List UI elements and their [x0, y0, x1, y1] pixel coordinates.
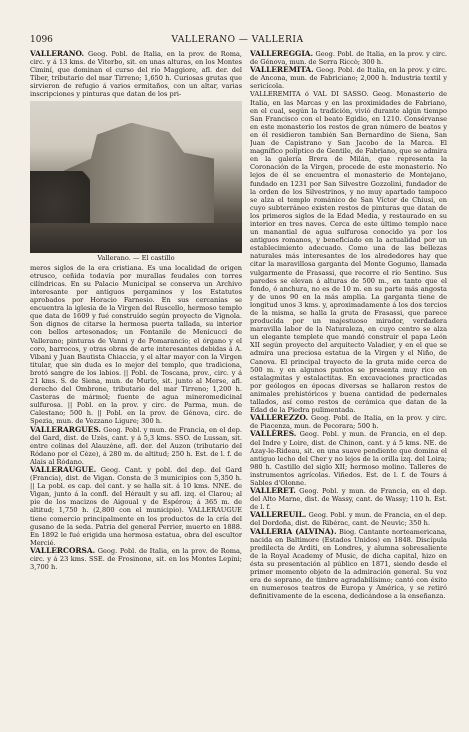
- entry-headword: VALLEREZZO.: [250, 413, 309, 423]
- ground-shape: [30, 223, 242, 253]
- entry-text: Geog. Pobl. de Italia, en la prov. de Roma, circ. y á 13 kms. de Viterbo, sit. en unas alturas, en los Montes Ciminí, que dominan el curso del río Maggiore, afl. der. del Tíber, tributario del mar Tirreno; 1,650 h. Curiosas grutas que sirvieron de refugio á varios ermitaños, con un altar, varias inscripciones y pinturas que datan de los pri-: [30, 50, 242, 99]
- entry-valleres: [250, 430, 447, 487]
- entry-text: Geog. Pobl. de Italia, en la prov. y circ. de Ancona, mun. de Fabriciano; 2,000 h. Industria textil y sericícola.: [250, 66, 447, 91]
- entry-text: Geog. Pobl. de Italia, en la prov. y circ. de Piacenza, mun. de Pecorara; 500 h.: [250, 414, 447, 431]
- entry-headword: VALLEREGGIA.: [250, 50, 314, 58]
- entry-vallerezzo: [250, 414, 447, 430]
- entry-text: meros siglos de la era cristiana. Es una localidad de origen etrusco, ceñida todavía por murallas feudales con torres cilíndricas. En su Palacio Municipal se conserva un Archivo interesante por antiguos pergaminos y los Estatutos aprobados por Horacio Farnesio. En sus cercanías se encuentra la iglesia de la Virgen del Ruscello, hermoso templo que data de 1609 y fué construído según proyecto de Vignola. Son dignos de citarse la hermosa puerta tallada, su interior con bellos artesonados; un Fontanile de Menicucci de Vallerano; pinturas de Vanni y de Pomarancio; el órgano y el coro, barrocos, y otras obras de arte interesantes debidas á A. Vibani y Juan Bautista Chiaccia, y el altar mayor con la Virgen titular, que sin duda es lo mejor del templo, que tradiciona, brotó sangre de los labios. || Pobl. de Toscana, prov., circ. y á 21 kms. S. de Siena, mun. de Murlo, sit. junto al Merse, afl. derecho del Ombrone, tributario del mar Tirreno; 1,200 h. Casteras de mármol; fuente de agua mineromedicinal sulfurosa. || Pobl. en la prov. y circ. de Parma, mun. de Calestano; 500 h. || Pobl. en la prov. de Génova, circ. de Spezia, mun. de Vezzano Ligure; 300 h.: [30, 263, 242, 426]
- entry-text: Geog. Pobl. y mun. de Francia, en el dep. del Gard, dist. de Uzès, cant. y á 5,3 kms. SSO. de Lussan, sit. entre colinas del Alauzène, afl. der. del Auzon (tributario del Ródano por el Cèze), á 280 m. de altitud; 250 h. Est. de l. f. de Alais al Ródano.: [30, 425, 242, 466]
- entry-text: Geog. Pobl. y mun. de Francia, en el dep. del Dordoña, dist. de Ribérac, cant. de Neuvic; 350 h.: [250, 511, 447, 528]
- entry-headword: VALLERET.: [250, 486, 296, 496]
- entry-valleret: [250, 487, 447, 511]
- entry-vallerano: [30, 50, 242, 99]
- entry-vallereuil: [250, 511, 447, 527]
- castle-photo: [30, 101, 242, 253]
- entry-vallerano-cont: [30, 264, 242, 426]
- entry-vallercorsa: [30, 547, 242, 571]
- entry-valleremita-monasterio: [250, 90, 447, 414]
- left-column: [30, 50, 242, 712]
- entry-text: VALLEREMITA ó VAL DI SASSO. Geog. Monasterio de Italia, en las Marcas y en las proximidades de Fabriano, en el cual, según la tradición, vivió durante algún tiempo San Francisco con el beato Egidio, en 1210. Consérvanse en este monasterio los restos de gran número de beatos y en él residieron también San Bernardino de Siena, San Juan de Capistrano y San Jacobo de la Marca. El magnífico políptico de Gentile, de Fabriano, que se admira en la galería Brera de Milán, que representa la Coronación de la Virgen, procede de este monasterio. No lejos de él se encuentra el monasterio de Montejano, fundado en 1231 por San Silvestre Gozzolini, fundador de la orden de los Silvestrinos, y no muy apartado tampoco se alza el templo románico de San Víctor de Chiusi, en cuyo subterráneo existen restos de pinturas que datan de los primeros siglos de la Edad Media, y restaurado en su interior en tres naves. Cerca de este último templo nace un manantial de agua sulfurosa conocido ya por los antiguos romanos, y beneficiado en la actualidad por un establecimiento adecuado. Como una de las bellezas naturales más interesantes de los alrededores hay que citar la maravillosa garganta del Monte Gogumo, llamada vulgarmente de Frasassi, que recorre el río Sentino. Sus paredes se elevan á alturas de 500 m., en tanto que el fondo, ó anchura, no es de 10 m. en su parte más angosta y de unos 90 en la más amplia. La garganta tiene de longitud unos 3 kms. y, aproximadamente á los dos tercios de la misma, se halla la gruta de Frasassi, que parece producida por un majestuoso mirador, verdadera maravilla labor de la Naturaleza, en cuyo centro se alza un elegante templete que mandó construir el papa León XII según proyecto del arquitecto Valadier, y en el que se admira una preciosa estatua de la Virgen y el Niño, de Canova. El principal trayecto de la gruta mide cerca de 500 m. y en algunos puntos se presenta muy rico en estalagmitas y estalactitas. En excavaciones practicadas por geólogos en épocas diversas se hallaron restos de animales prehistóricos y buena cantidad de pedernales tallados, así como restos de cerámica que datan de la Edad de la Piedra pulimentada.: [250, 90, 447, 415]
- entry-headword: VALLEREMITA.: [250, 65, 314, 75]
- right-column: [250, 50, 447, 712]
- entry-headword: VALLERANO.: [30, 50, 85, 58]
- entry-text: Geog. Pobl. de Italia, en la prov. de Roma, circ. y á 23 kms. SSE. de Frosinone, sit. en los Montes Lepini; 3,700 h.: [30, 546, 242, 572]
- entry-text: Geog. Pobl. de Italia, en la prov. y circ. de Génova, mun. de Serra Riccò; 300 h.: [250, 50, 447, 67]
- entry-text: Geog. Pobl. y mun. de Francia, en el dep. del Indre y Loire, dist. de Chinon, cant. y á 5 kms. NE. de Azay-le-Rideau, sit. en una suave pendiente que domina el antiguo lecho del Cher y no lejos de la orilla izq. del Loira; 980 h. Castillo del siglo XII; hermoso molino. Talleres de instrumentos agrícolas. Viñedos. Est. de l. f. de Tours á Sables d'Olonne.: [250, 430, 447, 487]
- entry-text: Biog. Cantante norteamericana, nacida en Baltimore (Estados Unidos) en 1848. Discípula predilecta de Arditi, en Londres, y alumna sobresaliente de la Royal Academy of Music, de dicha capital, hizo en ésta su presentación al público en 1871, siendo desde el primer momento objeto de la admiración general. Su voz era de soprano, de timbre agradabilísimo; cantó con éxito en numerosos teatros de Europa y América, y se retiró definitivamente de la escena, dedicándose a la enseñanza.: [250, 527, 447, 601]
- entry-headword: VALLERCORSA.: [30, 545, 96, 555]
- entry-headword: VALLERARGUES.: [30, 424, 101, 434]
- entry-headword: VALLERIA (ALVINA).: [250, 526, 337, 536]
- running-title: VALLERANO — VALLERIA: [171, 35, 304, 45]
- entry-headword: VALLÈRES.: [250, 429, 297, 439]
- entry-vallereggia: [250, 50, 447, 66]
- entry-headword: VALLERAUGUE.: [30, 465, 97, 474]
- page-header: [30, 34, 445, 46]
- entry-valleraugue: [30, 466, 242, 547]
- entry-valleremita: [250, 66, 447, 90]
- entry-headword: VALLEREUIL.: [250, 510, 307, 520]
- photo-caption: Vallerano. — El castillo: [97, 253, 175, 262]
- entry-vallerargues: [30, 426, 242, 466]
- page-number: 1096: [30, 35, 53, 45]
- entry-text: Geog. Pobl. y mun. de Francia, en el dep. del Alto Marne, dist. de Wassy, cant. de Wassy; 110 h. Est. de l. f.: [250, 487, 447, 512]
- entry-text: Geog. Cant. y pobl. del dep. del Gard (Francia), dist. de Vigan. Consta de 3 municipios con 5,350 h. || La pobl. es cap. del cant. y se halla sit. á 10 kms. NNE. de Vigan, junto á la confl. del Hérault y su afl. izq. el Clarou; al pie de los macizos de Aigoual y de Espérou; á 365 m. de altitud; 1,750 h. (2,800 con el municipio). VALLERAUGUE tiene comercio principalmente en los productos de la cría del gusano de la seda. Patria del general Perrier, muerto en 1888. En 1892 le fué erigida una hermosa estatua, obra del escultor Mercié.: [30, 466, 242, 547]
- entry-valleria: [250, 528, 447, 601]
